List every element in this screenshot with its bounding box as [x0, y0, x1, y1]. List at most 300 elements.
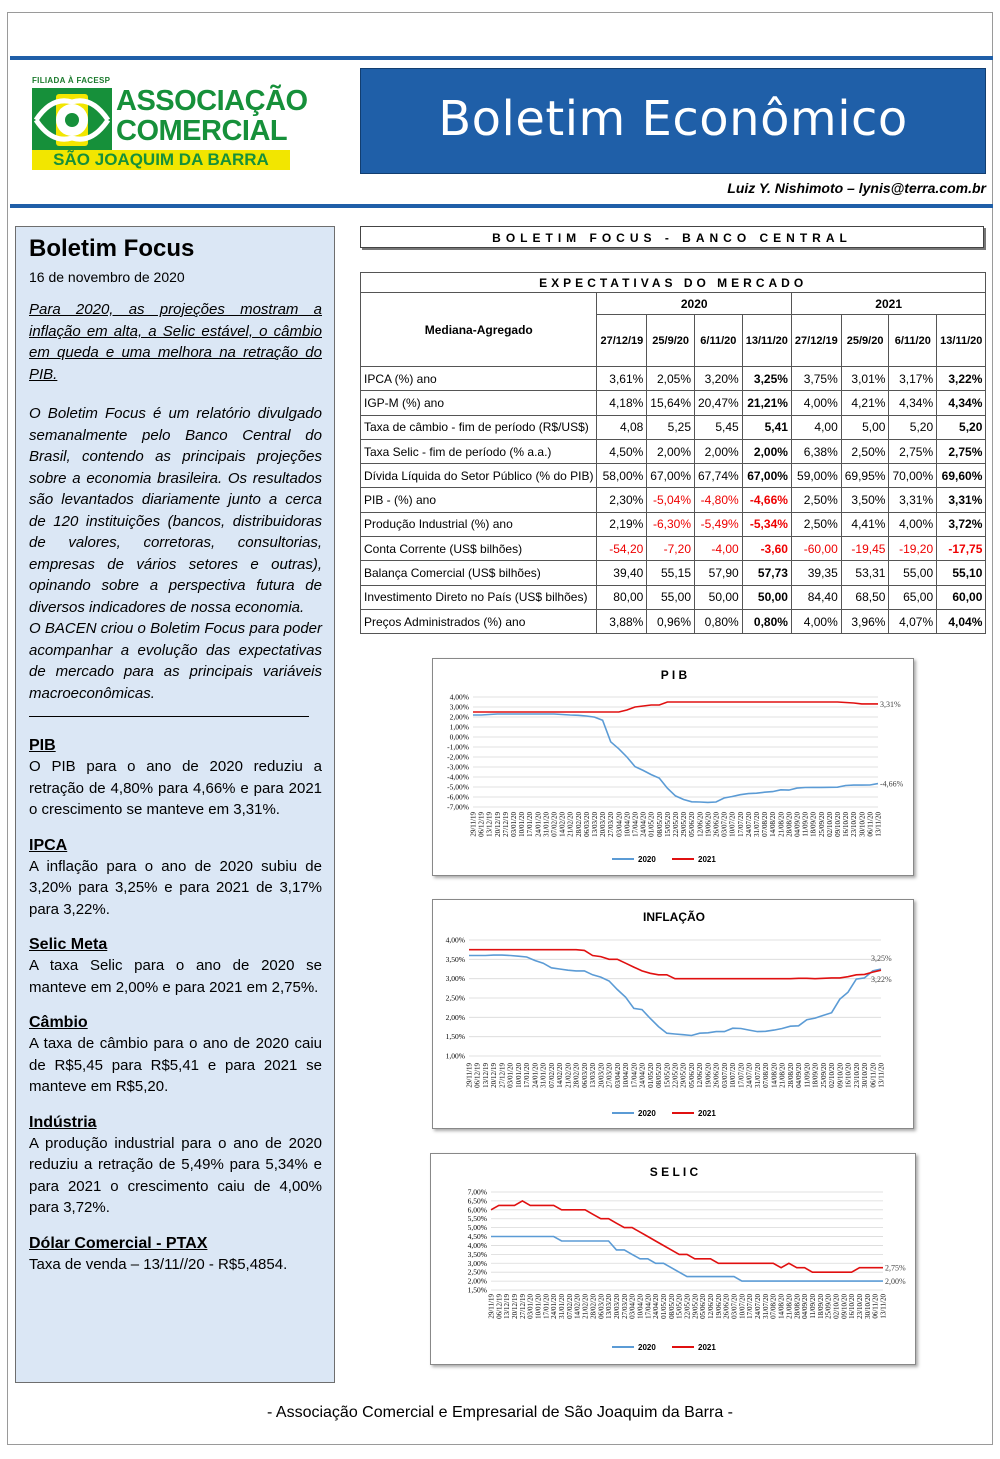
focus-section-header: BOLETIM FOCUS - BANCO CENTRAL	[360, 226, 984, 248]
table-cell: -7,20	[647, 537, 695, 561]
table-cell: -19,45	[841, 537, 889, 561]
table-cell: 4,21%	[841, 391, 889, 415]
x-tick-label: 24/04/20	[638, 1063, 647, 1088]
x-tick-label: 14/08/20	[770, 1063, 779, 1088]
x-tick-label: 01/05/20	[659, 1294, 668, 1319]
table-cell: 4,50%	[597, 439, 647, 463]
table-cell: 39,40	[597, 561, 647, 585]
x-tick-label: 13/03/20	[605, 1294, 614, 1319]
x-tick-label: 10/07/20	[728, 812, 737, 837]
table-cell: 69,60%	[937, 464, 986, 488]
y-tick-label: 4,00%	[467, 1240, 487, 1250]
x-tick-label: 20/12/19	[493, 812, 502, 837]
x-tick-label: 30/10/20	[863, 1294, 872, 1319]
y-tick-label: -1,00%	[447, 742, 469, 752]
x-tick-label: 31/01/20	[558, 1294, 567, 1319]
table-cell: 2,00%	[647, 439, 695, 463]
x-tick-label: 31/07/20	[753, 1063, 762, 1088]
x-tick-label: 03/07/20	[730, 1294, 739, 1319]
y-tick-label: 2,00%	[449, 712, 469, 722]
sidebar-divider	[29, 716, 309, 717]
focus-sidebar	[15, 226, 335, 1383]
x-tick-label: 03/01/20	[526, 1294, 535, 1319]
logo-line1: ASSOCIAÇÃO	[116, 85, 308, 117]
table-cell: -4,00	[695, 537, 743, 561]
table-row	[361, 439, 986, 463]
table-cell: 3,31%	[889, 488, 937, 512]
x-tick-label: 24/01/20	[531, 1063, 540, 1088]
x-tick-label: 08/05/20	[655, 812, 664, 837]
header-top-rule	[10, 56, 993, 60]
table-cell: 70,00%	[889, 464, 937, 488]
table-cell: 4,00%	[791, 609, 841, 633]
chart-title: P I B	[660, 668, 688, 682]
table-cell: -6,30%	[647, 512, 695, 536]
x-tick-label: 28/02/20	[572, 1063, 581, 1088]
x-tick-label: 29/11/19	[469, 812, 478, 837]
table-cell: 55,15	[647, 561, 695, 585]
y-tick-label: -2,00%	[447, 752, 469, 762]
x-tick-label: 10/07/20	[738, 1294, 747, 1319]
x-tick-label: 26/06/20	[722, 1294, 731, 1319]
table-cell: 3,88%	[597, 609, 647, 633]
table-row	[361, 512, 986, 536]
x-tick-label: 22/05/20	[671, 1063, 680, 1088]
logo-filiada-text: FILIADA À FACESP	[32, 76, 111, 85]
y-tick-label: 3,00%	[449, 702, 469, 712]
x-tick-label: 20/12/19	[490, 1063, 499, 1088]
table-cell: 3,72%	[937, 512, 986, 536]
x-tick-label: 13/12/19	[485, 812, 494, 837]
x-tick-label: 06/03/20	[582, 812, 591, 837]
x-tick-label: 20/03/20	[599, 812, 608, 837]
y-tick-label: 1,50%	[445, 1032, 465, 1042]
table-cell: -17,75	[937, 537, 986, 561]
x-tick-label: 28/02/20	[574, 812, 583, 837]
table-cell: 5,20	[889, 415, 937, 439]
section-text: A inflação para o ano de 2020 subiu de 3,20% para 3,25% e para 2021 de 3,17% para 3,22%.	[29, 857, 322, 918]
table-cell: -19,20	[889, 537, 937, 561]
x-tick-label: 28/08/20	[793, 1294, 802, 1319]
x-tick-label: 27/03/20	[607, 812, 616, 837]
x-tick-label: 24/04/20	[639, 812, 648, 837]
table-cell: 67,74%	[695, 464, 743, 488]
x-tick-label: 21/08/20	[785, 1294, 794, 1319]
row-label: Taxa Selic - fim de período (% a.a.)	[361, 439, 597, 463]
x-tick-label: 26/06/20	[712, 1063, 721, 1088]
pib-chart-svg	[433, 659, 915, 877]
x-tick-label: 17/04/20	[644, 1294, 653, 1319]
x-tick-label: 27/03/20	[605, 1063, 614, 1088]
table-cell: 55,10	[937, 561, 986, 585]
author-line: Luiz Y. Nishimoto – lynis@terra.com.br	[727, 180, 986, 196]
x-tick-label: 15/05/20	[675, 1294, 684, 1319]
table-cell: 4,08	[597, 415, 647, 439]
section-title: IPCA	[29, 836, 68, 854]
page-title: Boletim Econômico	[438, 91, 908, 147]
inflation-chart-svg	[433, 900, 915, 1130]
section-text: O PIB para o ano de 2020 reduziu a retração de 4,80% para 4,66% e para 2021 o crescimento se manteve em 3,31%.	[29, 758, 322, 818]
y-tick-label: -3,00%	[447, 762, 469, 772]
x-tick-label: 23/10/20	[855, 1294, 864, 1319]
table-row	[361, 561, 986, 585]
y-tick-label: 5,00%	[467, 1223, 487, 1233]
table-cell: 80,00	[597, 585, 647, 609]
table-cell: 5,45	[695, 415, 743, 439]
y-tick-label: 6,00%	[467, 1205, 487, 1215]
x-tick-label: 10/01/20	[518, 812, 527, 837]
table-cell: 67,00%	[742, 464, 791, 488]
sidebar-intro: Para 2020, as projeções mostram a inflação em alta, a Selic estável, o câmbio em queda e uma melhora na retração do PIB.	[29, 301, 322, 383]
y-tick-label: 4,00%	[445, 935, 465, 945]
row-label: Taxa de câmbio - fim de período (R$/US$)	[361, 415, 597, 439]
x-tick-label: 11/09/20	[808, 1294, 817, 1319]
x-tick-label: 07/02/20	[565, 1294, 574, 1319]
date-header: 25/9/20	[841, 315, 889, 367]
x-tick-label: 17/04/20	[630, 1063, 639, 1088]
table-cell: 3,20%	[695, 367, 743, 391]
y-tick-label: 3,00%	[467, 1258, 487, 1268]
y-tick-label: 1,00%	[445, 1051, 465, 1061]
x-tick-label: 28/08/20	[785, 812, 794, 837]
date-header: 27/12/19	[597, 315, 647, 367]
x-tick-label: 02/10/20	[832, 1294, 841, 1319]
x-tick-label: 04/09/20	[793, 812, 802, 837]
x-tick-label: 06/03/20	[597, 1294, 606, 1319]
y-tick-label: 3,50%	[445, 954, 465, 964]
table-cell: 67,00%	[647, 464, 695, 488]
header-bottom-rule	[10, 204, 993, 208]
x-tick-label: 28/08/20	[786, 1063, 795, 1088]
table-cell: 5,41	[742, 415, 791, 439]
table-cell: 3,75%	[791, 367, 841, 391]
x-tick-label: 10/01/20	[514, 1063, 523, 1088]
y-tick-label: 2,00%	[445, 1012, 465, 1022]
table-cell: 4,00	[791, 415, 841, 439]
x-tick-label: 27/12/19	[518, 1294, 527, 1319]
x-tick-label: 27/12/19	[501, 812, 510, 837]
x-tick-label: 09/10/20	[840, 1294, 849, 1319]
table-cell: 3,31%	[937, 488, 986, 512]
x-tick-label: 17/04/20	[631, 812, 640, 837]
table-row-header: Mediana-Agregado	[361, 293, 597, 367]
y-tick-label: -6,00%	[447, 792, 469, 802]
x-tick-label: 03/04/20	[628, 1294, 637, 1319]
y-tick-label: 2,50%	[467, 1267, 487, 1277]
table-row	[361, 609, 986, 633]
y-tick-label: -4,00%	[447, 772, 469, 782]
table-cell: 3,01%	[841, 367, 889, 391]
table-cell: 50,00	[742, 585, 791, 609]
table-cell: 55,00	[647, 585, 695, 609]
x-tick-label: 19/06/20	[704, 1063, 713, 1088]
table-cell: 2,19%	[597, 512, 647, 536]
legend-label: 2020	[638, 1109, 656, 1118]
x-tick-label: 25/09/20	[817, 812, 826, 837]
chart-title: INFLAÇÃO	[643, 910, 705, 924]
section-text: A taxa Selic para o ano de 2020 se manteve em 2,00% e para 2021 em 2,75%.	[29, 957, 322, 996]
x-tick-label: 25/09/20	[824, 1294, 833, 1319]
y-tick-label: 6,50%	[467, 1196, 487, 1206]
x-tick-label: 16/10/20	[842, 812, 851, 837]
table-caption: EXPECTATIVAS DO MERCADO	[361, 273, 986, 293]
sidebar-date: 16 de novembro de 2020	[29, 269, 185, 285]
selic-chart-svg	[431, 1154, 917, 1366]
year-header: 2021	[791, 293, 985, 315]
x-tick-label: 04/09/20	[801, 1294, 810, 1319]
x-tick-label: 29/11/19	[487, 1294, 496, 1319]
x-tick-label: 30/10/20	[858, 812, 867, 837]
table-cell: 5,25	[647, 415, 695, 439]
table-cell: 3,17%	[889, 367, 937, 391]
x-tick-label: 11/09/20	[803, 1063, 812, 1088]
x-tick-label: 24/01/20	[534, 812, 543, 837]
row-label: IPCA (%) ano	[361, 367, 597, 391]
section-title: Câmbio	[29, 1014, 88, 1031]
x-tick-label: 05/06/20	[687, 1063, 696, 1088]
x-tick-label: 27/03/20	[620, 1294, 629, 1319]
table-cell: 84,40	[791, 585, 841, 609]
x-tick-label: 06/11/20	[869, 1063, 878, 1088]
table-cell: 5,00	[841, 415, 889, 439]
section-text: A produção industrial para o ano de 2020 reduziu a retração de 5,49% para 5,34% e para 2021 o crescimento caiu de 4,00% para 3,72%.	[29, 1134, 322, 1216]
logo-line3: SÃO JOAQUIM DA BARRA	[32, 150, 290, 170]
year-header: 2020	[597, 293, 791, 315]
x-tick-label: 05/06/20	[688, 812, 697, 837]
x-tick-label: 03/04/20	[615, 812, 624, 837]
x-tick-label: 21/02/20	[581, 1294, 590, 1319]
x-tick-label: 09/10/20	[834, 812, 842, 837]
x-tick-label: 31/07/20	[753, 812, 761, 837]
x-tick-label: 03/07/20	[720, 1063, 729, 1088]
logo-emblem-graphic	[32, 88, 112, 152]
table-cell: 4,00%	[791, 391, 841, 415]
y-tick-label: 1,00%	[449, 722, 469, 732]
x-tick-label: 16/10/20	[844, 1063, 853, 1088]
y-tick-label: 0,00%	[449, 732, 469, 742]
section-selic	[29, 936, 322, 998]
y-tick-label: -7,00%	[447, 802, 469, 812]
end-value-label: -4,66%	[880, 779, 904, 789]
y-tick-label: -5,00%	[447, 782, 469, 792]
y-tick-label: 4,50%	[467, 1232, 487, 1242]
x-tick-label: 13/12/19	[481, 1063, 490, 1088]
x-tick-label: 31/01/20	[542, 812, 551, 837]
table-row	[361, 537, 986, 561]
page-footer: - Associação Comercial e Empresarial de São Joaquim da Barra -	[267, 1404, 733, 1421]
x-tick-label: 10/04/20	[636, 1294, 645, 1319]
table-cell: 59,00%	[791, 464, 841, 488]
x-tick-label: 03/07/20	[720, 812, 729, 837]
x-tick-label: 13/11/20	[874, 812, 883, 837]
y-tick-label: 7,00%	[467, 1187, 487, 1197]
table-cell: 0,80%	[695, 609, 743, 633]
y-tick-label: 5,50%	[467, 1214, 487, 1224]
table-cell: -54,20	[597, 537, 647, 561]
x-tick-label: 08/05/20	[655, 1063, 664, 1088]
table-cell: 60,00	[937, 585, 986, 609]
x-tick-label: 30/10/20	[861, 1063, 870, 1088]
x-tick-label: 21/02/20	[566, 812, 575, 837]
x-tick-label: 11/09/20	[801, 812, 810, 837]
x-tick-label: 13/03/20	[591, 812, 599, 837]
row-label: Investimento Direto no País (US$ bilhões)	[361, 585, 597, 609]
x-tick-label: 14/02/20	[573, 1294, 582, 1319]
section-text: Taxa de venda – 13/11//20 - R$5,4854.	[29, 1255, 288, 1273]
end-value-label: 3,31%	[880, 699, 901, 709]
x-tick-label: 24/04/20	[652, 1294, 661, 1319]
x-tick-label: 07/08/20	[762, 1063, 771, 1088]
pib-chart	[432, 658, 914, 876]
table-row	[361, 367, 986, 391]
table-cell: 2,50%	[791, 488, 841, 512]
table-cell: 57,73	[742, 561, 791, 585]
table-cell: -5,04%	[647, 488, 695, 512]
table-cell: -4,80%	[695, 488, 743, 512]
table-cell: 21,21%	[742, 391, 791, 415]
end-value-label: 2,75%	[885, 1263, 906, 1273]
row-label: Conta Corrente (US$ bilhões)	[361, 537, 597, 561]
x-tick-label: 29/05/20	[680, 812, 689, 837]
x-tick-label: 19/06/20	[714, 1294, 723, 1319]
x-tick-label: 12/06/20	[696, 812, 705, 837]
table-cell: -60,00	[791, 537, 841, 561]
table-cell: 39,35	[791, 561, 841, 585]
table-cell: 4,07%	[889, 609, 937, 633]
x-tick-label: 03/04/20	[613, 1063, 622, 1088]
table-cell: 55,00	[889, 561, 937, 585]
table-cell: 58,00%	[597, 464, 647, 488]
table-cell: 15,64%	[647, 391, 695, 415]
y-tick-label: 3,50%	[467, 1249, 487, 1259]
section-cambio	[29, 1014, 322, 1098]
table-cell: 53,31	[841, 561, 889, 585]
table-cell: 2,75%	[889, 439, 937, 463]
table-row	[361, 585, 986, 609]
x-tick-label: 20/03/20	[612, 1294, 621, 1319]
x-tick-label: 03/01/20	[510, 812, 518, 837]
x-tick-label: 21/08/20	[777, 812, 786, 837]
table-cell: 2,75%	[937, 439, 986, 463]
date-header: 13/11/20	[742, 315, 791, 367]
y-tick-label: 1,50%	[467, 1285, 487, 1295]
row-label: PIB - (%) ano	[361, 488, 597, 512]
table-cell: 4,18%	[597, 391, 647, 415]
y-tick-label: 2,50%	[445, 993, 465, 1003]
x-tick-label: 22/05/20	[672, 812, 680, 837]
x-tick-label: 04/09/20	[795, 1063, 804, 1088]
x-tick-label: 14/08/20	[769, 812, 778, 837]
x-tick-label: 06/11/20	[866, 812, 875, 837]
table-cell: 4,34%	[889, 391, 937, 415]
table-cell: 0,80%	[742, 609, 791, 633]
expectations-table	[360, 272, 986, 634]
y-tick-label: 4,00%	[449, 692, 469, 702]
sidebar-description-2: O BACEN criou o Boletim Focus para poder acompanhar a evolução das expectativas de mercado para as principais variáveis macroeconômicas.	[29, 620, 322, 702]
x-tick-label: 01/05/20	[646, 1063, 655, 1088]
x-tick-label: 06/12/19	[473, 1063, 482, 1088]
table-cell: 69,95%	[841, 464, 889, 488]
row-label: Produção Industrial (%) ano	[361, 512, 597, 536]
table-cell: 3,25%	[742, 367, 791, 391]
date-header: 25/9/20	[647, 315, 695, 367]
table-cell: -5,49%	[695, 512, 743, 536]
table-cell: 2,30%	[597, 488, 647, 512]
end-value-label: 2,00%	[885, 1277, 906, 1287]
x-tick-label: 10/04/20	[622, 1063, 631, 1088]
inflation-chart	[432, 899, 914, 1129]
x-tick-label: 13/12/19	[503, 1294, 512, 1319]
x-tick-label: 12/06/20	[707, 1294, 716, 1319]
selic-chart	[430, 1153, 916, 1365]
table-cell: 2,05%	[647, 367, 695, 391]
section-industria	[29, 1114, 322, 1219]
x-tick-label: 02/10/20	[828, 1063, 837, 1088]
table-cell: 2,00%	[742, 439, 791, 463]
section-title: Selic Meta	[29, 936, 108, 953]
table-row	[361, 415, 986, 439]
y-tick-label: 2,00%	[467, 1276, 487, 1286]
table-cell: 0,96%	[647, 609, 695, 633]
association-logo	[30, 76, 308, 172]
x-tick-label: 17/01/20	[542, 1294, 551, 1319]
row-label: IGP-M (%) ano	[361, 391, 597, 415]
table-cell: 2,50%	[841, 439, 889, 463]
x-tick-label: 23/10/20	[852, 1063, 861, 1088]
x-tick-label: 18/09/20	[809, 812, 818, 837]
x-tick-label: 12/06/20	[696, 1063, 705, 1088]
x-tick-label: 08/05/20	[667, 1294, 676, 1319]
x-tick-label: 10/01/20	[534, 1294, 543, 1319]
date-header: 6/11/20	[889, 315, 937, 367]
x-tick-label: 28/02/20	[589, 1294, 598, 1319]
x-tick-label: 14/02/20	[556, 1063, 565, 1088]
series-line-2020	[469, 955, 881, 1035]
x-tick-label: 29/05/20	[691, 1294, 700, 1319]
table-cell: 2,50%	[791, 512, 841, 536]
sidebar-title: Boletim Focus	[29, 235, 195, 262]
legend-label: 2021	[698, 1343, 716, 1352]
table-cell: 3,61%	[597, 367, 647, 391]
table-row	[361, 464, 986, 488]
x-tick-label: 07/08/20	[761, 812, 770, 837]
sidebar-description: O Boletim Focus é um relatório divulgado semanalmente pelo Banco Central do Brasil, contendo as principais projeções sobre a economia brasileira. Os resultados são levantados diariamente junto a cerca de 120 instituições (bancos, distribuidoras de valores, corretoras, consultorias, empresas de vários setores e outras), opinando sobre a perspectiva futura de diversos indicadores de nossa economia.	[29, 405, 322, 616]
x-tick-label: 17/07/20	[746, 1294, 755, 1319]
x-tick-label: 23/10/20	[850, 812, 859, 837]
logo-line2: COMERCIAL	[116, 115, 288, 147]
x-tick-label: 26/06/20	[712, 812, 721, 837]
x-tick-label: 02/10/20	[825, 812, 834, 837]
x-tick-label: 17/01/20	[526, 812, 535, 837]
x-tick-label: 06/03/20	[580, 1063, 589, 1088]
table-cell: 57,90	[695, 561, 743, 585]
x-tick-label: 18/09/20	[816, 1294, 825, 1319]
section-title: Dólar Comercial - PTAX	[29, 1234, 208, 1252]
x-tick-label: 07/08/20	[769, 1294, 778, 1319]
table-cell: 68,50	[841, 585, 889, 609]
section-text: A taxa de câmbio para o ano de 2020 caiu de R$5,45 para R$5,41 e para 2021 se manteve em R$5,20.	[29, 1035, 322, 1095]
x-tick-label: 13/11/20	[879, 1294, 888, 1319]
section-pib	[29, 737, 322, 821]
y-tick-label: 3,00%	[445, 974, 465, 984]
date-header: 13/11/20	[937, 315, 986, 367]
x-tick-label: 27/12/19	[498, 1063, 507, 1088]
x-tick-label: 06/12/19	[495, 1294, 504, 1319]
x-tick-label: 10/07/20	[729, 1063, 738, 1088]
x-tick-label: 13/11/20	[877, 1063, 886, 1088]
x-tick-label: 18/09/20	[811, 1063, 820, 1088]
x-tick-label: 07/02/20	[547, 1063, 556, 1088]
